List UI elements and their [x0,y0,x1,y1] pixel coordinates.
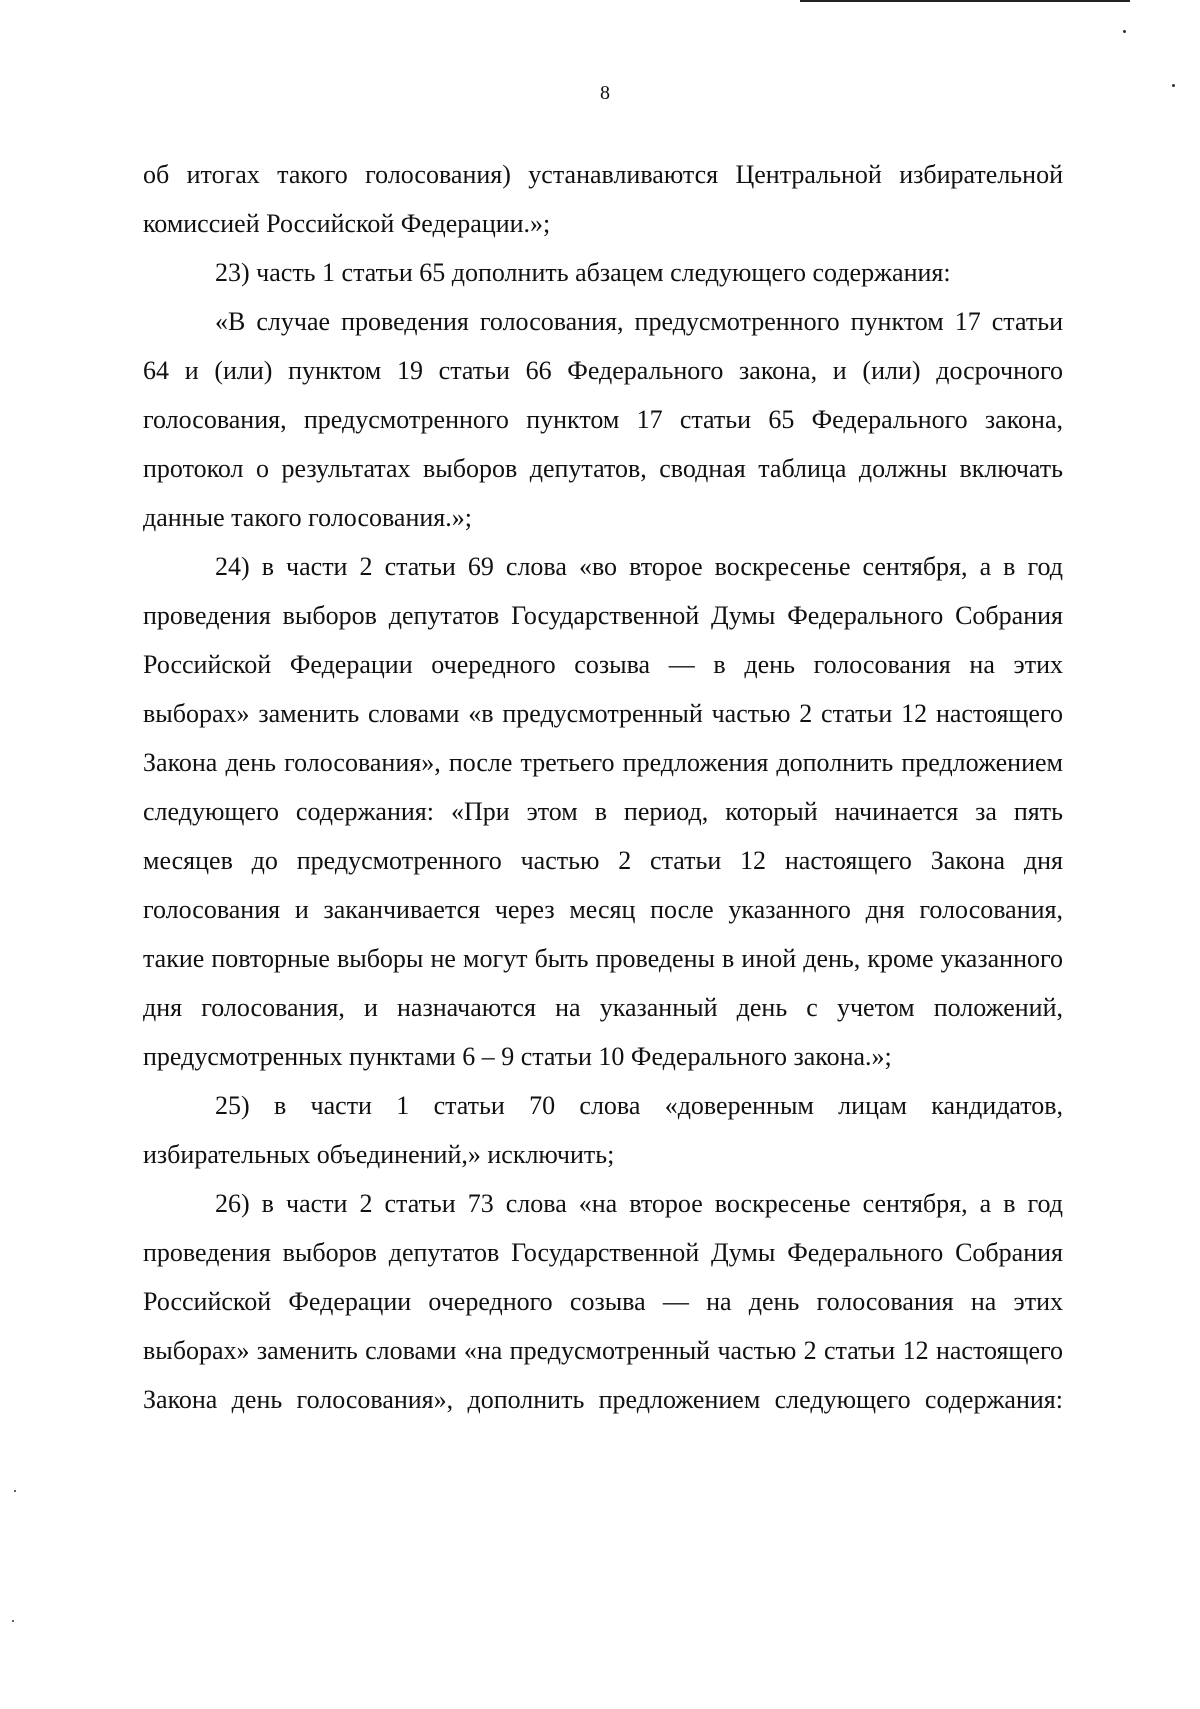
paragraph-quote-article-65: «В случае проведения голосования, предусмотренного пунктом 17 статьи 64 и (или) пунктом 19 статьи 66 Федерального закона, и (или) досрочного голосования, предусмотренного пунктом 17 статьи 65 Федерального закона, протокол о результатах выборов депутатов, сводная таблица должны включать данные такого голосования.»; [143,307,1063,532]
document-body [143,150,1063,1424]
scan-speck [14,1490,16,1492]
scan-speck [12,1620,14,1622]
paragraph-item-23: 23) часть 1 статьи 65 дополнить абзацем следующего содержания: [215,258,951,287]
page-number: 8 [600,82,610,104]
scan-speck [1172,84,1175,87]
paragraph-item-26: 26) в части 2 статьи 73 слова «на второе воскресенье сентября, а в год проведения выборов депутатов Государственной Думы Федерального Собрания Российской Федерации очередного созыва — на день голосования на этих выборах» заменить словами «на предусмотренный частью 2 статьи 12 настоящего Закона день голосования», дополнить предложением следующего содержания: [143,1189,1063,1414]
paragraph-item-25: 25) в части 1 статьи 70 слова «доверенным лицам кандидатов, избирательных объединений,» исключить; [143,1091,1063,1169]
paragraph-continuation: об итогах такого голосования) устанавливаются Центральной избирательной комиссией Российской Федерации.»; [143,160,1063,238]
paragraph-item-24: 24) в части 2 статьи 69 слова «во второе воскресенье сентября, а в год проведения выборов депутатов Государственной Думы Федерального Собрания Российской Федерации очередного созыва — в день голосования на этих выборах» заменить словами «в предусмотренный частью 2 статьи 12 настоящего Закона день голосования», после третьего предложения дополнить предложением следующего содержания: «При этом в период, который начинается за пять месяцев до предусмотренного частью 2 статьи 12 настоящего Закона дня голосования и заканчивается через месяц после указанного дня голосования, такие повторные выборы не могут быть проведены в иной день, кроме указанного дня голосования, и назначаются на указанный день с учетом положений, предусмотренных пунктами 6 – 9 статьи 10 Федерального закона.»; [143,552,1063,1071]
scan-top-edge-line [800,0,1130,2]
scan-speck [1123,30,1126,33]
